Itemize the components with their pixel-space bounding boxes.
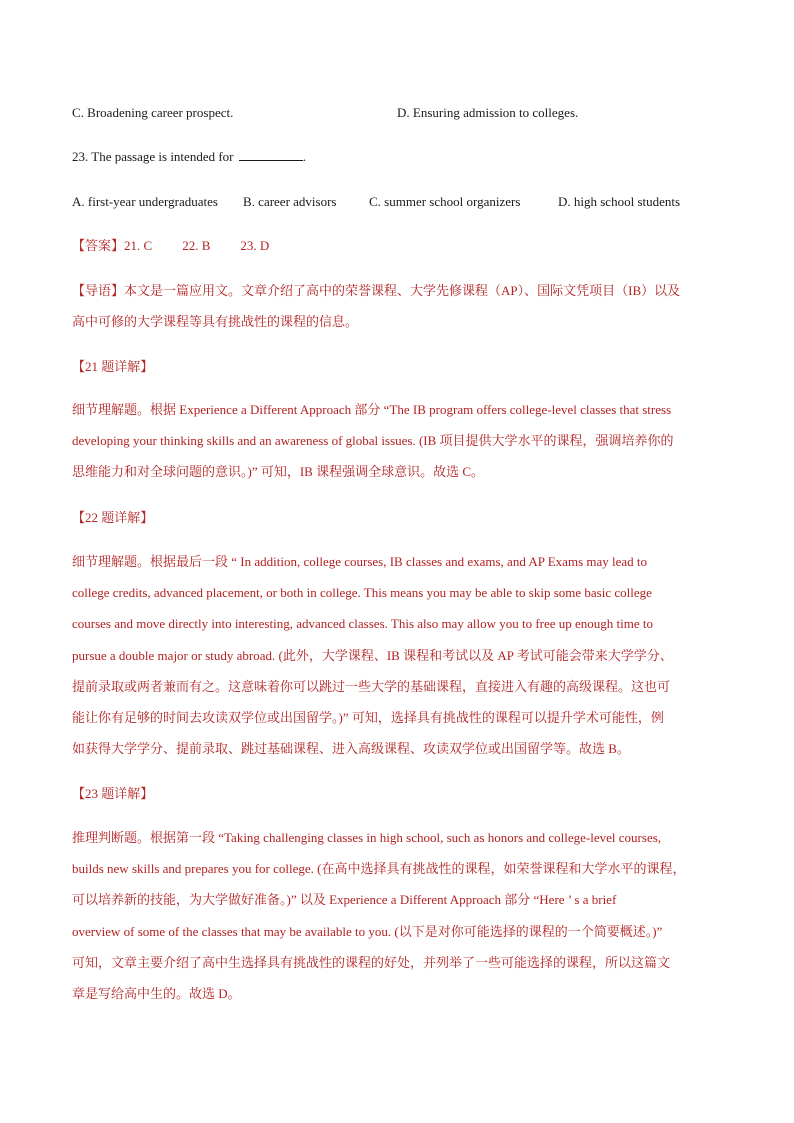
q22-line-2: college credits, advanced placement, or both in college. This means you may be able to skip some basic college <box>72 585 652 601</box>
q22-heading: 【22 题详解】 <box>72 510 154 525</box>
q22-explanation <box>72 546 722 764</box>
q22-line-5: 提前录取或两者兼而有之。这意味着你可以跳过一些大学的基础课程，直接进入有趣的高级课程。这也可 <box>72 678 671 694</box>
q22-line-7: 如获得大学学分、提前录取、跳过基础课程、进入高级课程、攻读双学位或出国留学等。故选 B。 <box>72 741 630 757</box>
q23-line-5: 可知，文章主要介绍了高中生选择具有挑战性的课程的好处，并列举了一些可能选择的课程，所以这篇文 <box>72 954 671 970</box>
q23-line-4: overview of some of the classes that may be available to you. (以下是对你可能选择的课程的一个简要概述。)” <box>72 923 663 939</box>
q23-option-c: C. summer school organizers <box>369 194 521 209</box>
intro-paragraph <box>72 275 722 337</box>
answer-label: 【答案】 <box>72 238 125 253</box>
q22-option-c: C. Broadening career prospect. <box>72 105 234 120</box>
answer-key <box>72 236 269 256</box>
answer-21: 21. C <box>124 238 153 253</box>
q23-line-3: 可以培养新的技能，为大学做好准备。)” 以及 Experience a Different Approach 部分 “Here ’ s a brief <box>72 892 617 908</box>
q23-line-6: 章是写给高中生的。故选 D。 <box>72 986 241 1002</box>
q21-line-2: developing your thinking skills and an awareness of global issues. (IB 项目提供大学水平的课程，强调培养你的 <box>72 433 674 449</box>
answer-22: 22. B <box>182 238 211 253</box>
q23-option-d: D. high school students <box>558 194 681 209</box>
answer-23: 23. D <box>240 238 270 253</box>
q22-option-d: D. Ensuring admission to colleges. <box>397 105 579 120</box>
intro-line-2: 高中可修的大学课程等具有挑战性的课程的信息。 <box>72 314 359 330</box>
answer-blank <box>239 147 303 161</box>
q23-stem <box>72 147 306 167</box>
q23-line-2: builds new skills and prepares you for college. (在高中选择具有挑战性的课程，如荣誉课程和大学水平的课程， <box>72 861 686 877</box>
q23-stem-text: 23. The passage is intended for <box>72 149 234 164</box>
q23-stem-end: . <box>302 149 306 164</box>
q23-option-b: B. career advisors <box>243 194 337 209</box>
q21-line-3: 思维能力和对全球问题的意识。)” 可知，IB 课程强调全球意识。故选 C。 <box>72 464 485 480</box>
q21-line-1: 细节理解题。根据 Experience a Different Approach 部分 “The IB program offers college-level classes that stress <box>72 402 672 417</box>
q23-heading: 【23 题详解】 <box>72 786 154 801</box>
q23-line-1: 推理判断题。根据第一段 “Taking challenging classes in high school, such as honors and college-level courses, <box>72 830 662 845</box>
intro-label: 【导语】 <box>72 283 125 298</box>
q23-explanation <box>72 822 722 1009</box>
q23-option-a: A. first-year undergraduates <box>72 194 218 209</box>
q22-line-1: 细节理解题。根据最后一段 “ In addition, college courses, IB classes and exams, and AP Exams may lead to <box>72 554 648 569</box>
q22-line-4: pursue a double major or study abroad. (此外，大学课程、IB 课程和考试以及 AP 考试可能会带来大学学分、 <box>72 647 673 663</box>
q22-line-6: 能让你有足够的时间去攻读双学位或出国留学。)” 可知，选择具有挑战性的课程可以提升学术可能性，例 <box>72 710 664 726</box>
q21-heading: 【21 题详解】 <box>72 359 154 374</box>
q22-line-3: courses and move directly into interesting, advanced classes. This also may allow you to free up enough time to <box>72 616 654 632</box>
intro-line-1: 本文是一篇应用文。文章介绍了高中的荣誉课程、大学先修课程（AP）、国际文凭项目（IB）以及 <box>124 283 681 298</box>
q21-explanation <box>72 394 722 488</box>
